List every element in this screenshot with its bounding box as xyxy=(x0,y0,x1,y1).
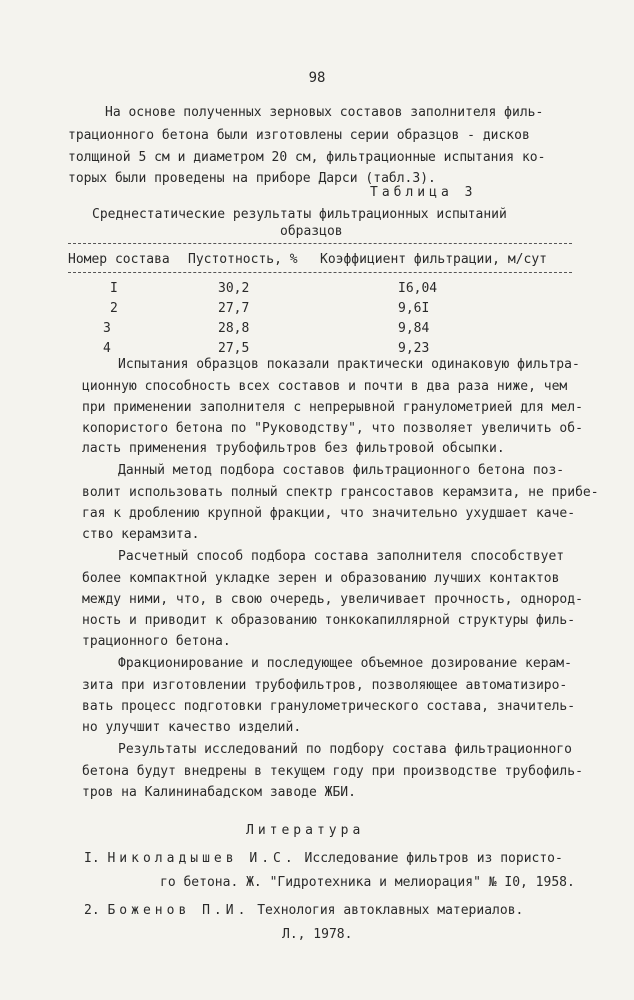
paragraph-4-line-3: вать процесс подготовки гранулометрического состава, значитель- xyxy=(82,699,576,714)
intro-line-3: толщиной 5 см и диаметром 20 см, фильтрационные испытания ко- xyxy=(68,150,546,165)
table-cell: 9,23 xyxy=(398,341,430,356)
table-cell: 9,6I xyxy=(398,301,430,316)
reference-2-author: Боженов П.И. xyxy=(107,903,250,918)
paragraph-3-line-4: ность и приводит к образованию тонкокапиллярной структуры филь- xyxy=(82,613,576,628)
paragraph-1-line-4: копористого бетона по "Руководству", что позволяет увеличить об- xyxy=(82,421,583,436)
table-header-porosity: Пустотность, % xyxy=(188,252,298,267)
table-cell: 27,5 xyxy=(218,341,250,356)
table-cell: 30,2 xyxy=(218,281,250,296)
table-top-rule xyxy=(68,243,572,244)
page-number: 98 xyxy=(308,70,326,86)
paragraph-2-line-3: гая к дроблению крупной фракции, что значительно ухудшает каче- xyxy=(82,506,576,521)
paragraph-1-line-5: ласть применения трубофильтров без фильтровой обсыпки. xyxy=(82,441,505,456)
intro-line-4: торых были проведены на приборе Дарси (табл.3). xyxy=(68,171,436,186)
reference-2-title: Технология автоклавных материалов. xyxy=(257,903,524,918)
paragraph-1-line-1: Испытания образцов показали практически одинаковую фильтра- xyxy=(118,357,580,372)
paragraph-4-line-4: но улучшит качество изделий. xyxy=(82,720,302,735)
paragraph-5-line-2: бетона будут внедрены в текущем году при производстве трубофиль- xyxy=(82,764,583,779)
paragraph-2-line-2: волит использовать полный спектр грансоставов керамзита, не прибе- xyxy=(82,485,599,500)
paragraph-5-line-1: Результаты исследований по подбору состава фильтрационного xyxy=(118,742,572,757)
reference-1-author: Николадышев И.С. xyxy=(107,851,297,866)
reference-1-number: I. xyxy=(84,851,100,866)
table-cell: 4 xyxy=(103,341,111,356)
reference-1-continuation: го бетона. Ж. "Гидротехника и мелиорация" № I0, 1958. xyxy=(160,875,575,890)
table-header-rule xyxy=(68,272,572,273)
paragraph-3-line-2: более компактной укладке зерен и образованию лучших контактов xyxy=(82,571,560,586)
paragraph-1-line-3: при применении заполнителя с непрерывной гранулометрией для мел- xyxy=(82,400,583,415)
table-cell: I6,04 xyxy=(398,281,438,296)
paragraph-4-line-1: Фракционирование и последующее объемное дозирование керам- xyxy=(118,656,572,671)
paragraph-3-line-3: между ними, что, в свою очередь, увеличивает прочность, однород- xyxy=(82,592,583,607)
table-cell: I xyxy=(110,281,118,296)
paragraph-1-line-2: ционную способность всех составов и почти в два раза ниже, чем xyxy=(82,379,568,394)
table-cell: 27,7 xyxy=(218,301,250,316)
reference-2 xyxy=(84,902,523,920)
table-header-coefficient: Коэффициент фильтрации, м/сут xyxy=(320,252,547,267)
table-caption-line-1: Среднестатические результаты фильтрационных испытаний xyxy=(92,207,507,222)
paragraph-4-line-2: зита при изготовлении трубофильтров, позволяющее автоматизиро- xyxy=(82,678,568,693)
intro-line-1: На основе полученных зерновых составов заполнителя филь- xyxy=(105,105,544,120)
reference-2-number: 2. xyxy=(84,903,100,918)
paragraph-3-line-1: Расчетный способ подбора состава заполнителя способствует xyxy=(118,549,565,564)
reference-2-continuation: Л., 1978. xyxy=(282,927,353,942)
table-cell: 3 xyxy=(103,321,111,336)
table-label: Таблица 3 xyxy=(370,185,477,200)
reference-1 xyxy=(84,850,563,868)
table-header-number: Номер состава xyxy=(68,252,170,267)
paragraph-2-line-1: Данный метод подбора составов фильтрационного бетона поз- xyxy=(118,463,565,478)
table-cell: 28,8 xyxy=(218,321,250,336)
paragraph-5-line-3: тров на Калининабадском заводе ЖБИ. xyxy=(82,785,356,800)
table-caption-line-2: образцов xyxy=(280,224,343,239)
intro-line-2: трационного бетона были изготовлены серии образцов - дисков xyxy=(68,128,530,143)
paragraph-3-line-5: трационного бетона. xyxy=(82,634,231,649)
paragraph-2-line-4: ство керамзита. xyxy=(82,527,200,542)
table-cell: 9,84 xyxy=(398,321,430,336)
reference-1-title: Исследование фильтров из пористо- xyxy=(304,851,563,866)
literature-heading: Литература xyxy=(246,823,365,838)
table-cell: 2 xyxy=(110,301,118,316)
